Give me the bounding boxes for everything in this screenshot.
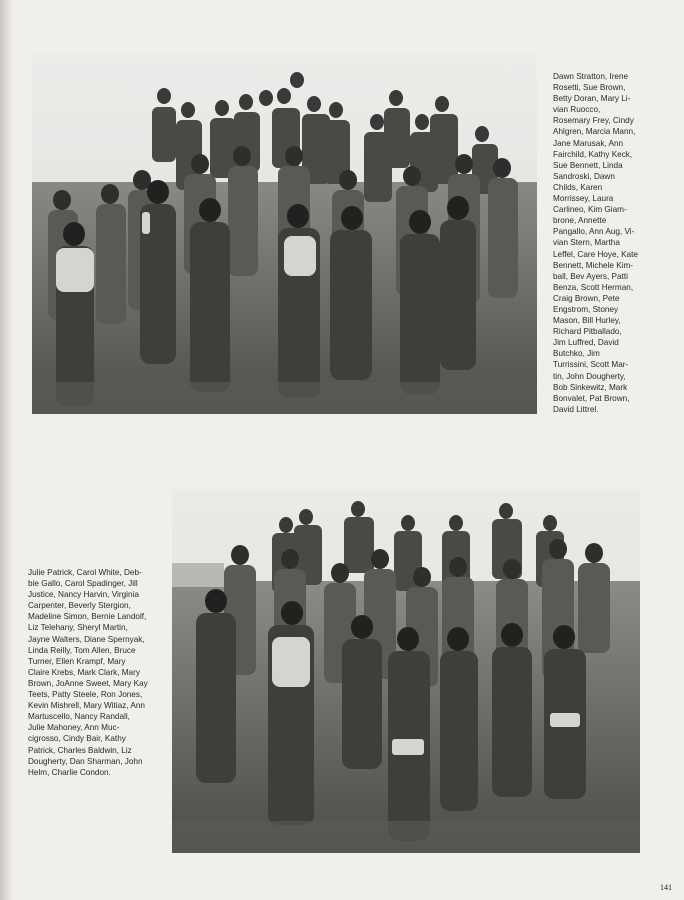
page-binding-shadow bbox=[0, 0, 14, 900]
group-photo-bottom bbox=[172, 489, 640, 853]
page-number: 141 bbox=[660, 883, 672, 892]
group-photo-top-image bbox=[32, 52, 537, 414]
caption-top-photo-names: Dawn Stratton, Irene Rosetti, Sue Brown, Betty Doran, Mary Li- vian Ruocco, Rosemary Frey, Cindy Ahlgren, Marcia Mann, Jane Marusak, Ann Fairchild, Kathy Keck, Sue Bennett, Linda Sandroski, Dawn Childs, Karen Morrissey, Laura Carlineo, Kim Giam- brone, Annette Pangallo, Ann Aug, Vi- vian Stern, Martha Leffel, Care Hoye, Kate Bennett, Michele Kim- ball, Bev Ayers, Patti Benza, Scott Herman, Craig Brown, Pete Engstrom, Stoney Mason, Bill Hurley, Richard Pitballado, Jim Luffred, David Butchko, Jim Turrissini, Scott Mar- tin, John Dougherty, Bob Sinkewitz, Mark Bonvalet, Pat Brown, David Littrel. bbox=[553, 72, 638, 414]
group-photo-top bbox=[32, 52, 537, 414]
caption-bottom-photo-names: Julie Patrick, Carol White, Deb- bie Gallo, Carol Spadinger, Jill Justice, Nancy Harvin, Virginia Carpenter, Beverly Stergion, Madeline Simon, Bernie Landolf, Liz Telehany, Sheryl Martin, Jayne Walters, Diane Spernyak, Linda Reilly, Tom Allen, Bruce Turner, Ellen Krampf, Mary Claire Krebs, Mark Clark, Mary Brown, JoAnne Sweet, Mary Kay Teets, Patty Steele, Ron Jones, Kevin Mishrell, Mary Witiaz, Ann Martuscello, Nancy Randall, Julie Mahoney, Ann Muc- cigrosso, Cindy Bair, Kathy Patrick, Charles Baldwin, Liz Dougherty, Dan Sharman, John Helm, Charlie Condon. bbox=[28, 568, 148, 777]
group-photo-bottom-image bbox=[172, 489, 640, 853]
